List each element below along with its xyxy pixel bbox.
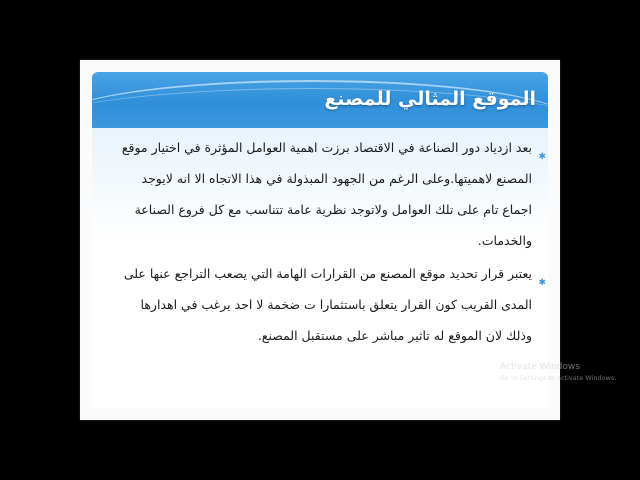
bullet-icon: ✱	[538, 278, 546, 288]
slide-content	[92, 128, 548, 408]
bullet-icon: ✱	[538, 152, 546, 162]
activate-windows-watermark	[500, 362, 616, 382]
paragraph-text: يعتبر قرار تحديد موقع المصنع من القرارات الهامة التي يصعب التراجع عنها على المدى القريب كون القرار يتعلق باستثمارا ت ضخمة لا احد يرغب في اهدارها وذلك لان الموقع له تاثير مباشر على مستقبل المصنع.	[123, 266, 532, 343]
watermark-subtitle: Go to Settings to activate Windows.	[500, 374, 617, 382]
slide-title: الموقع المثالي للمصنع	[324, 88, 536, 110]
slide-header-banner	[92, 72, 548, 128]
paragraph-text: بعد ازدياد دور الصناعة في الاقتصاد برزت اهمية العوامل المؤثرة في اختيار موقع المصنع لاهميتها.وعلى الرغم من الجهود المبذولة في هذا الاتجاه الا انه لايوجد اجماع تام على تلك العوامل ولاتوجد نظرية عامة تتناسب مع كل فروع الصناعة والخدمات.	[121, 140, 532, 248]
watermark-title: Activate Windows	[500, 362, 580, 372]
presentation-slide	[80, 60, 560, 420]
bullet-paragraph	[114, 258, 546, 351]
bullet-paragraph	[114, 132, 546, 256]
